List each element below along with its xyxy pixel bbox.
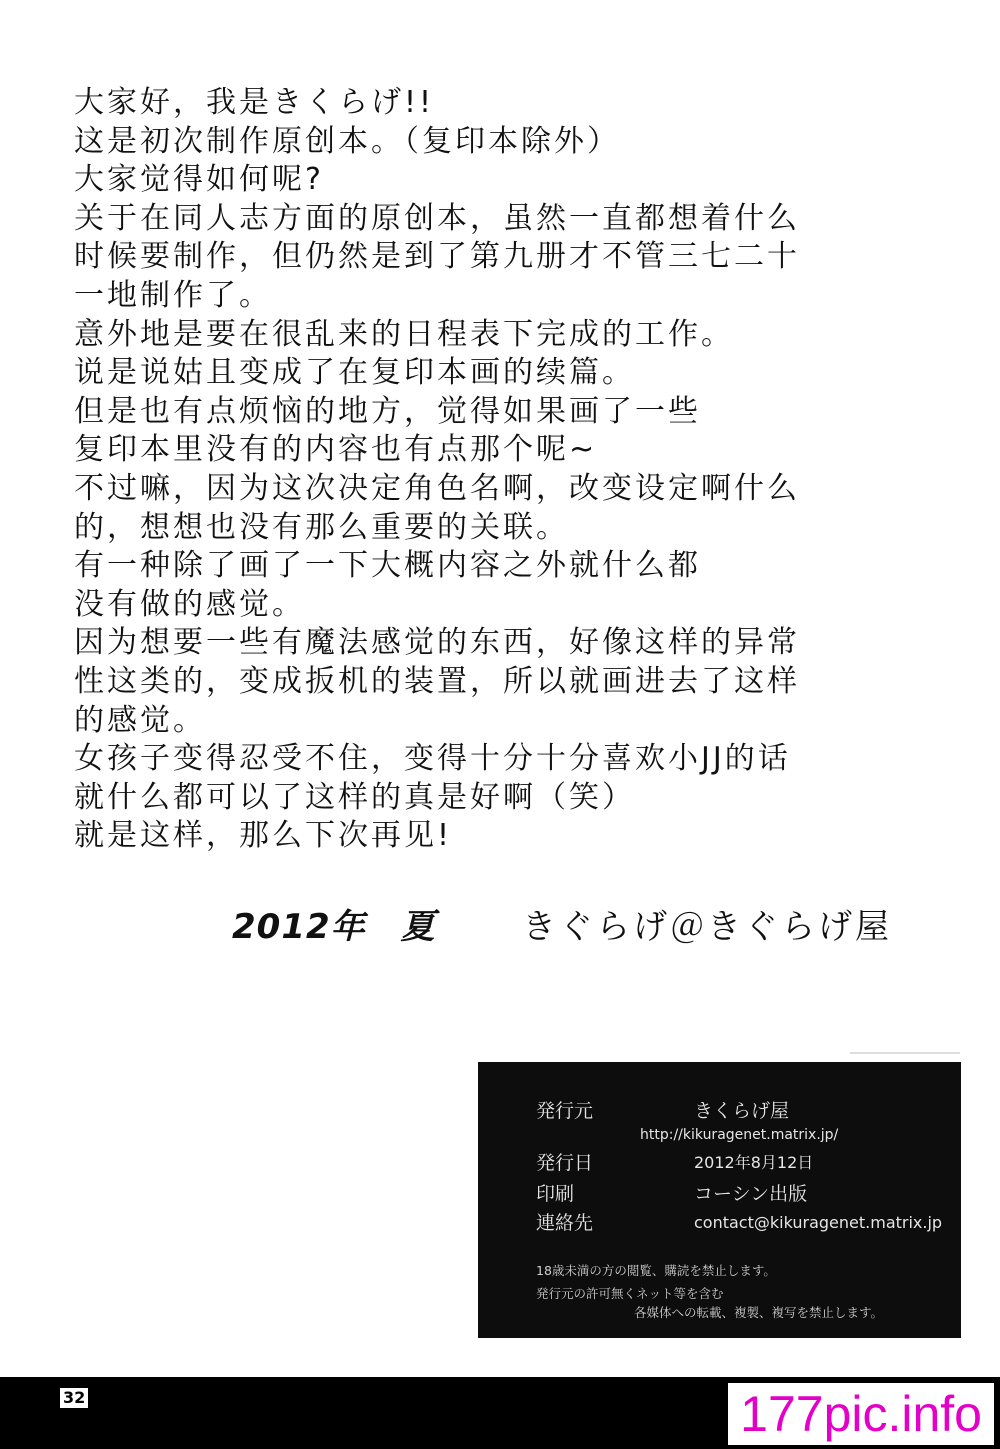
afterword-line: 的，想想也没有那么重要的关联。 <box>74 509 569 545</box>
print-label: 印刷 <box>536 1183 575 1205</box>
contact-label: 連絡先 <box>536 1212 594 1234</box>
contact-value: contact@kikuragenet.matrix.jp <box>694 1213 943 1232</box>
afterword-line: 复印本里没有的内容也有点那个呢~ <box>74 432 598 468</box>
afterword-line: 一地制作了。 <box>74 277 272 313</box>
date-value: 2012年8月12日 <box>694 1153 814 1172</box>
signature-date: 2012年 夏 <box>232 907 436 947</box>
page-number: 32 <box>60 1388 88 1408</box>
afterword-line: 就是这样，那么下次再见! <box>74 818 453 854</box>
colophon-print-row <box>536 1182 808 1206</box>
signature-author: きぐらげ＠きぐらげ屋 <box>522 907 892 947</box>
age-notice: 18歳未満の方の閲覧、購読を禁止します。 <box>536 1263 776 1278</box>
afterword-line: 性这类的，变成扳机的装置，所以就画进去了这样 <box>74 663 800 699</box>
afterword-line: 大家好，我是きくらげ!! <box>74 85 435 120</box>
publisher-value: きくらげ屋 <box>694 1100 790 1122</box>
print-value: コーシン出版 <box>694 1183 808 1205</box>
watermark: 177pic.info <box>728 1383 994 1445</box>
afterword-line: 时候要制作，但仍然是到了第九册才不管三七二十 <box>74 239 800 275</box>
date-label: 発行日 <box>536 1152 594 1174</box>
colophon-contact-row <box>536 1211 943 1235</box>
afterword-line: 的感觉。 <box>74 702 206 738</box>
colophon-publisher-row <box>536 1099 790 1123</box>
afterword-line: 就什么都可以了这样的真是好啊（笑） <box>74 779 635 815</box>
afterword-line: 但是也有点烦恼的地方，觉得如果画了一些 <box>74 393 701 429</box>
publisher-url: http://kikuragenet.matrix.jp/ <box>640 1127 839 1143</box>
colophon-date-row <box>536 1151 814 1175</box>
colophon-box <box>478 1062 961 1338</box>
afterword-line: 这是初次制作原创本。（复印本除外） <box>74 123 620 159</box>
afterword-text <box>74 84 834 856</box>
afterword-line: 说是说姑且变成了在复印本画的续篇。 <box>74 355 635 391</box>
publisher-label: 発行元 <box>536 1100 594 1122</box>
afterword-line: 意外地是要在很乱来的日程表下完成的工作。 <box>74 316 734 352</box>
afterword-line: 不过嘛，因为这次决定角色名啊，改变设定啊什么 <box>74 470 800 506</box>
afterword-line: 有一种除了画了一下大概内容之外就什么都 <box>74 548 701 584</box>
afterword-line: 没有做的感觉。 <box>74 586 305 622</box>
afterword-line: 女孩子变得忍受不住，变得十分十分喜欢小JJ的话 <box>74 741 791 777</box>
copyright-notice-2: 各媒体への転載、複製、複写を禁止します。 <box>634 1305 884 1320</box>
afterword-line: 因为想要一些有魔法感觉的东西，好像这样的异常 <box>74 625 800 661</box>
copyright-notice-1: 発行元の許可無くネット等を含む <box>536 1286 724 1301</box>
afterword-line: 大家觉得如何呢? <box>74 162 324 198</box>
divider <box>850 1052 960 1054</box>
afterword-line: 关于在同人志方面的原创本，虽然一直都想着什么 <box>74 200 800 236</box>
